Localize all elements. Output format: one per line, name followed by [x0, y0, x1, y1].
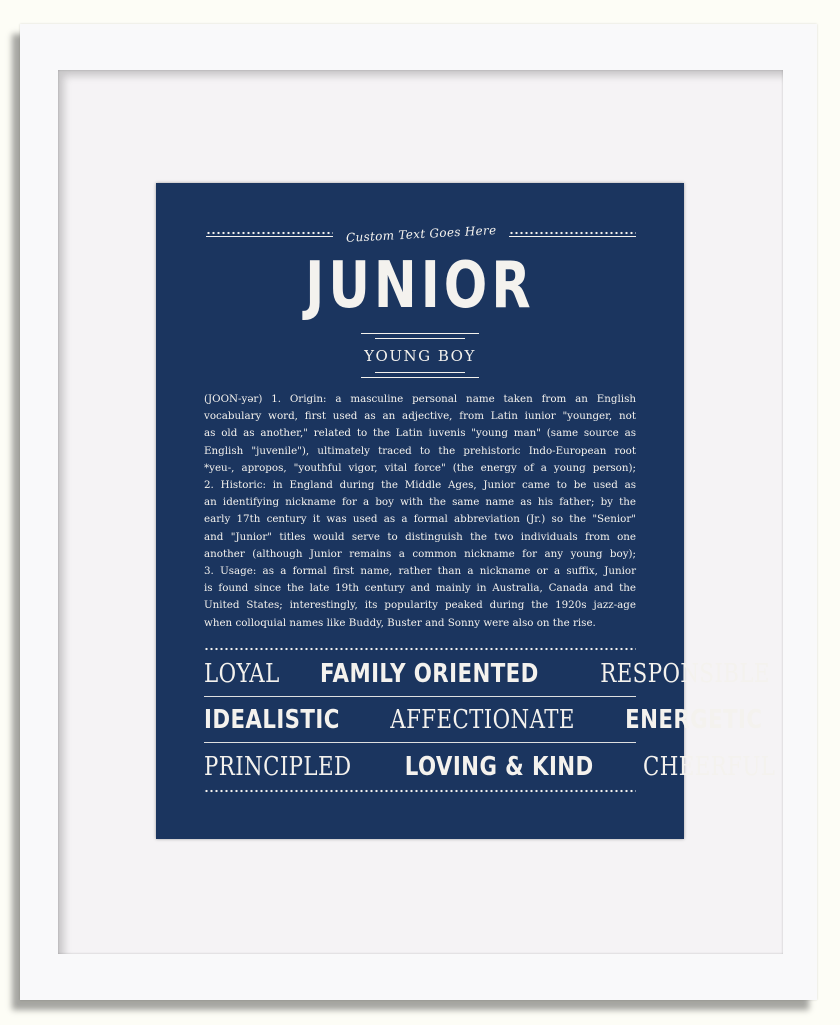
trait: ENERGETIC	[624, 705, 763, 735]
meaning-rule-bottom	[361, 377, 479, 378]
name-meaning-print	[156, 183, 776, 839]
meaning-rule-inner	[375, 372, 465, 373]
trait: CHEERFUL	[643, 752, 776, 782]
definition-line: when colloquial names like Buddy, Buster and Sonny were also on the rise.	[204, 616, 596, 629]
right-dotted-rule	[509, 231, 636, 237]
custom-text-row	[206, 223, 636, 245]
trait-row-2	[204, 702, 763, 738]
definition-line: as old as another," related to the Latin iuvenis "young man" (same source as	[204, 427, 636, 440]
trait: LOVING & KIND	[404, 752, 594, 782]
trait-divider	[204, 742, 636, 743]
traits-bottom-dotted-rule	[204, 789, 636, 793]
definition-text	[204, 391, 636, 632]
trait-row-3	[204, 749, 776, 785]
left-dotted-rule	[206, 231, 333, 237]
trait-divider	[204, 696, 636, 697]
name-title: JUNIOR	[305, 249, 535, 323]
definition-line: 3. Usage: as a formal first name, rather than a nickname or a suffix, Junior	[204, 565, 636, 578]
definition-line: early 17th century it was used as a formal abbreviation (Jr.) so the "Senior"	[204, 513, 636, 526]
trait-row-1	[204, 656, 770, 692]
traits-top-dotted-rule	[204, 647, 636, 651]
trait: RESPONSIBLE	[600, 659, 770, 689]
definition-line: (JOON-yər) 1. Origin: a masculine personal name taken from an English	[204, 393, 636, 405]
trait: LOYAL	[204, 659, 280, 689]
trait: PRINCIPLED	[204, 752, 352, 782]
definition-line: 2. Historic: in England during the Middle Ages, Junior came to be used as	[204, 479, 636, 492]
definition-line: English "juvenile"), ultimately traced to the prehistoric Indo-European root	[204, 444, 636, 457]
definition-line: and "Junior" titles would serve to distinguish the two individuals from one	[204, 530, 636, 543]
custom-text: Custom Text Goes Here	[345, 223, 497, 245]
definition-line: another (although Junior remains a common nickname for any young boy);	[204, 547, 636, 560]
definition-line: United States; interestingly, its popularity peaked during the 1920s jazz-age	[204, 599, 636, 612]
definition-line: is found since the late 19th century and mainly in Australia, Canada and the	[204, 582, 636, 595]
trait: FAMILY ORIENTED	[320, 659, 540, 689]
name-meaning: YOUNG BOY	[364, 347, 476, 365]
trait: AFFECTIONATE	[389, 705, 575, 735]
title-rule-top	[361, 333, 479, 334]
definition-line: an identifying nickname for a boy with the same name as his father; by the	[204, 496, 636, 509]
definition-line: *yeu-, apropos, "youthful vigor, vital force" (the energy of a young person);	[204, 461, 636, 474]
trait: IDEALISTIC	[204, 705, 340, 735]
title-rule-top-inner	[375, 338, 465, 339]
definition-line: vocabulary word, first used as an adjective, from Latin iunior "younger, not	[204, 410, 636, 423]
